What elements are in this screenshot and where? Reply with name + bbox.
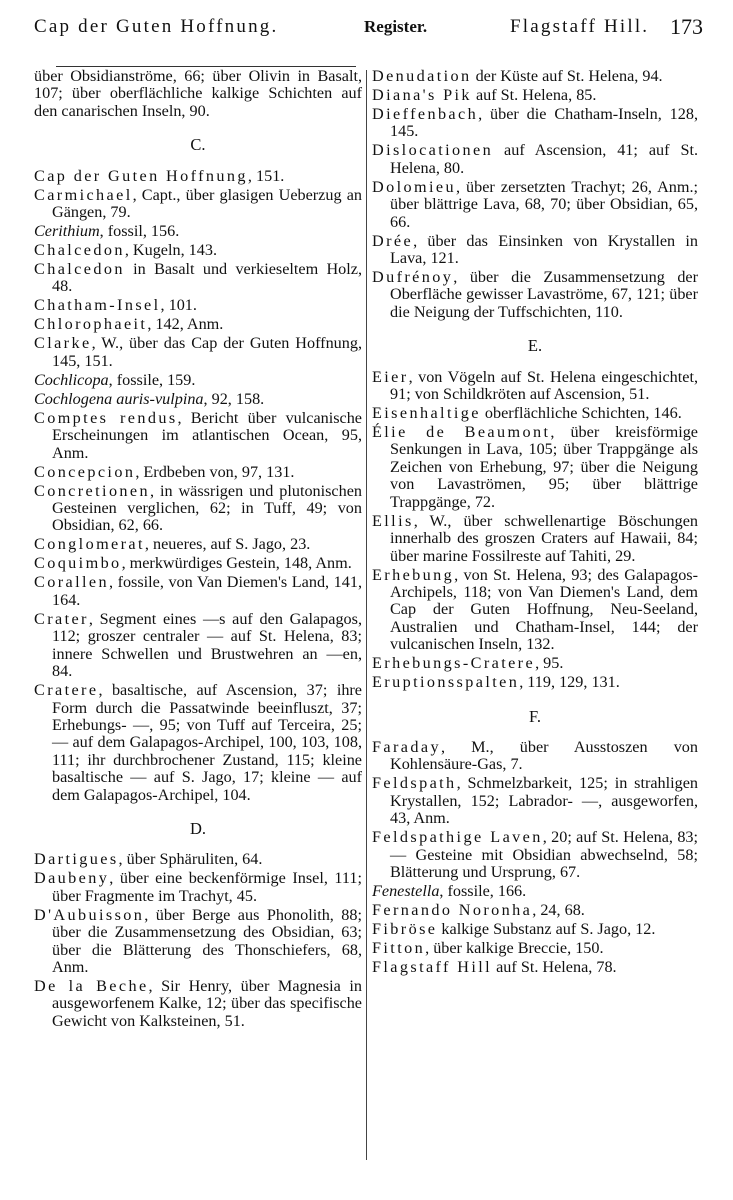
index-entry: [372, 959, 698, 976]
entry-text: , von Vögeln auf St. Helena eingeschichtet, 91; von Schildkröten auf Ascension, 51.: [390, 367, 698, 404]
entry-heading: Clarke: [34, 334, 92, 353]
page-number: 173: [670, 14, 703, 39]
index-entry: [372, 655, 698, 672]
entry-heading: Chatham-Insel: [34, 296, 161, 315]
entry-heading: Conglomerat: [34, 535, 145, 554]
index-entry: [34, 168, 362, 185]
index-entry: [372, 68, 698, 85]
entry-text: , über Berge aus Phonolith, 88; über die Zusammensetzung des Obsidian, 63; über die Blätterung des Thonschiefers, 68, Anm.: [52, 905, 362, 976]
entry-heading: Carmichael: [34, 185, 133, 204]
section-letter: F.: [529, 706, 541, 726]
entry-heading: Eier: [372, 367, 409, 386]
index-entry: [34, 851, 362, 868]
index-entry: [34, 555, 362, 572]
index-entry: [34, 536, 362, 553]
index-entry: [372, 233, 698, 268]
index-entry: [34, 242, 362, 259]
entry-text: , fossile, von Van Diemen's Land, 141, 164.: [52, 573, 362, 609]
index-entry: [34, 316, 362, 333]
entry-text: , 142, Anm.: [147, 315, 224, 334]
entry-heading: Cochlicopa: [34, 370, 109, 389]
column-separator: [366, 70, 367, 1160]
index-entry: [372, 902, 698, 919]
entry-text: , merkwürdiges Gestein, 148, Anm.: [121, 554, 352, 573]
running-header: [34, 10, 703, 44]
entry-text: , M., über Ausstoszen von Kohlensäure-Gas, 7.: [390, 737, 698, 774]
entry-heading: Chalcedon: [34, 260, 125, 279]
index-entry: [34, 335, 362, 370]
entry-heading: Denudation: [372, 67, 472, 85]
index-entry: [372, 829, 698, 881]
entry-text: , Bericht über vulcanische Erscheinungen im atlantischen Ocean, 95, Anm.: [52, 408, 362, 462]
entry-heading: Eisenhaltige: [372, 404, 481, 423]
entry-text: , in wässrigen und plutonischen Gesteinen verglichen, 62; in Tuff, 49; von Obsidian, 62, 66.: [52, 481, 362, 535]
index-entry: [34, 261, 362, 296]
entry-heading: Eruptionsspalten: [372, 673, 520, 692]
entry-text: kalkige Substanz auf S. Jago, 12.: [437, 919, 656, 938]
entry-heading: Cerithium: [34, 222, 100, 241]
entry-heading: Diana's Pik: [372, 86, 472, 104]
entry-heading: Fitton: [372, 938, 426, 957]
index-entry: [34, 907, 362, 977]
entry-text: , von St. Helena, 93; des Galapagos-Archipels, 118; von Van Diemen's Land, dem Cap der Guten Hoffnung, Neu-Seeland, Australien und Chatham-Insel, 144; der vulcanischen Inseln, 132.: [390, 565, 698, 654]
entry-text: , über eine beckenförmige Insel, 111; über Fragmente im Trachyt, 45.: [52, 869, 362, 905]
index-entry: [372, 142, 698, 177]
entry-heading: Concepcion: [34, 462, 136, 481]
entry-heading: De la Beche: [34, 976, 149, 995]
entry-text: , fossile, 159.: [108, 370, 196, 389]
index-entry: [34, 372, 362, 389]
entry-text: , über kalkige Breccie, 150.: [425, 938, 604, 957]
index-entry: [34, 870, 362, 905]
entry-text: auf St. Helena, 85.: [471, 86, 597, 104]
entry-text: , W., über schwellenartige Böschungen innerhalb des groszen Craters auf Hawaii, 84; über marine Fossilreste auf Tahiti, 29.: [390, 511, 698, 565]
index-entry: [372, 405, 698, 422]
entry-heading: Coquimbo: [34, 554, 122, 573]
entry-heading: Élie de Beaumont: [372, 423, 551, 442]
right-column: [372, 68, 698, 978]
entry-text: oberflächliche Schichten, 146.: [480, 404, 682, 423]
entry-text: , Capt., über glasigen Ueberzug an Gängen, 79.: [52, 185, 362, 222]
entry-text: , über zersetzten Trachyt; 26, Anm.; über blättrige Lava, 68, 70; über Obsidian, 65, 66.: [390, 177, 698, 231]
entry-text: , Segment eines —s auf den Galapagos, 112; groszer centraler — auf St. Helena, 83; innere Schwellen und Brustwehren an —en, 84.: [52, 609, 362, 681]
entry-heading: Dislocationen: [372, 141, 494, 160]
entry-heading: Chlorophaeit: [34, 315, 148, 334]
entry-text: , über die Chatham-Inseln, 128, 145.: [390, 105, 698, 141]
index-entry: [34, 187, 362, 222]
entry-text: , Schmelzbarkeit, 125; in strahligen Krystallen, 152; Labrador- —, ausgeworfen, 43, Anm.: [390, 774, 698, 828]
index-entry: [372, 674, 698, 691]
entry-heading: Concretionen: [34, 481, 151, 500]
entry-heading: Erhebungs-Cratere: [372, 654, 536, 673]
index-entry: [34, 68, 362, 120]
index-entry: [34, 682, 362, 804]
entry-text: , 101.: [160, 296, 197, 315]
entry-heading: Crater: [34, 609, 89, 628]
entry-heading: D'Aubuisson: [34, 905, 145, 924]
index-entry: [34, 978, 362, 1030]
entry-heading: Dolomieu: [372, 177, 456, 196]
entry-text: in Basalt und verkieseltem Holz, 48.: [52, 260, 362, 296]
entry-heading: Dufrénoy: [372, 268, 454, 287]
entry-heading: Erhebung: [372, 565, 455, 584]
index-entry: [34, 410, 362, 462]
entry-heading: Feldspath: [372, 774, 457, 793]
entry-heading: Drée: [372, 231, 414, 250]
entry-text: , W., über das Cap der Guten Hoffnung, 145, 151.: [52, 334, 362, 370]
index-entry: [372, 369, 698, 404]
entry-heading: Comptes rendus: [34, 408, 178, 427]
entry-heading: Cap der Guten Hoffnung: [34, 166, 248, 185]
index-entry: [372, 87, 698, 104]
index-entry: [34, 574, 362, 609]
entry-text: , 119, 129, 131.: [519, 673, 620, 692]
entry-heading: Ellis: [372, 511, 414, 530]
section-letter: E.: [527, 336, 543, 356]
index-entry: [34, 297, 362, 314]
index-entry: [372, 775, 698, 827]
index-entry: [34, 223, 362, 240]
entry-text: , fossil, 156.: [99, 222, 180, 241]
index-entry: [34, 483, 362, 535]
entry-text: über Obsidianströme, 66; über Olivin in Basalt, 107; über oberflächliche kalkige Schichten auf den canarischen Inseln, 90.: [34, 67, 362, 120]
entry-text: , 95.: [535, 654, 564, 673]
entry-heading: Fibröse: [372, 919, 438, 938]
index-entry: [372, 179, 698, 231]
index-entry: [372, 269, 698, 321]
index-entry: [34, 611, 362, 681]
section-letter: D.: [189, 818, 207, 838]
entry-text: , neueres, auf S. Jago, 23.: [144, 535, 311, 554]
entry-text: , 20; auf St. Helena, 83; — Gesteine mit Obsidian abwechselnd, 58; Blätterung und Ursprung, 67.: [390, 828, 699, 881]
entry-text: auf Ascension, 41; auf St. Helena, 80.: [390, 141, 698, 177]
index-entry: [372, 567, 698, 654]
entry-text: , Sir Henry, über Magnesia in ausgeworfenem Kalke, 12; über das specifische Gewicht von Kalksteinen, 51.: [52, 976, 363, 1030]
entry-text: , über das Einsinken von Krystallen in Lava, 121.: [390, 231, 698, 268]
left-column: [34, 68, 362, 1032]
entry-heading: Cratere: [34, 681, 99, 700]
index-entry: [372, 106, 698, 141]
index-entry: [34, 464, 362, 481]
entry-text: , 24, 68.: [532, 900, 585, 919]
entry-heading: Cochlogena auris-vulpina: [34, 389, 204, 408]
index-entry: [372, 739, 698, 774]
entry-text: , Kugeln, 143.: [124, 241, 217, 260]
entry-heading: Dartigues: [34, 850, 119, 869]
entry-text: , 92, 158.: [203, 389, 265, 408]
entry-heading: Chalcedon: [34, 241, 125, 260]
header-left: Cap der Guten Hoffnung.: [34, 16, 279, 37]
entry-heading: Fernando Noronha: [372, 900, 533, 919]
entry-text: , über die Zusammensetzung der Oberfläche gewisser Lavaströme, 67, 121; über die Neigung der Tuffschichten, 110.: [390, 268, 698, 321]
entry-text: , über kreisförmige Senkungen in Lava, 105; über Trappgänge als Zeichen von Erhebung, 97; über die Neigung von Lavaströmen, 95; über blättrige Trappgänge, 72.: [390, 423, 698, 511]
entry-heading: Corallen: [34, 573, 109, 592]
entry-heading: Flagstaff Hill: [372, 957, 493, 976]
entry-heading: Dieffenbach: [372, 105, 479, 123]
index-entry: [372, 513, 698, 565]
header-center: Register.: [364, 17, 428, 36]
section-letter: C.: [190, 135, 206, 155]
entry-heading: Daubeny: [34, 869, 110, 888]
entry-text: der Küste auf St. Helena, 94.: [471, 67, 663, 85]
index-entry: [34, 391, 362, 408]
index-entry: [372, 883, 698, 900]
entry-text: , über Sphäruliten, 64.: [118, 850, 263, 869]
index-entry: [372, 424, 698, 511]
entry-text: , basaltische, auf Ascension, 37; ihre Form durch die Passatwinde beeinfluszt, 37; Erhebungs- —, 95; von Tuff auf Terceira, 25; — auf dem Galapagos-Archipel, 100, 103, 108, 111; ihr durchbrochener Zustand, 115; kleine basaltische — auf S. Jago, 17; kleine — auf dem Galapagos-Archipel, 104.: [52, 681, 362, 804]
entry-heading: Feldspathige Laven: [372, 828, 543, 847]
entry-text: , fossile, 166.: [439, 881, 527, 900]
entry-text: , Erdbeben von, 97, 131.: [135, 462, 295, 481]
index-entry: [372, 921, 698, 938]
header-right: Flagstaff Hill.: [510, 16, 650, 37]
entry-text: , 151.: [247, 166, 285, 185]
entry-heading: Fenestella: [372, 881, 440, 900]
index-entry: [372, 940, 698, 957]
entry-text: auf St. Helena, 78.: [492, 957, 617, 976]
entry-heading: Faraday: [372, 737, 441, 756]
